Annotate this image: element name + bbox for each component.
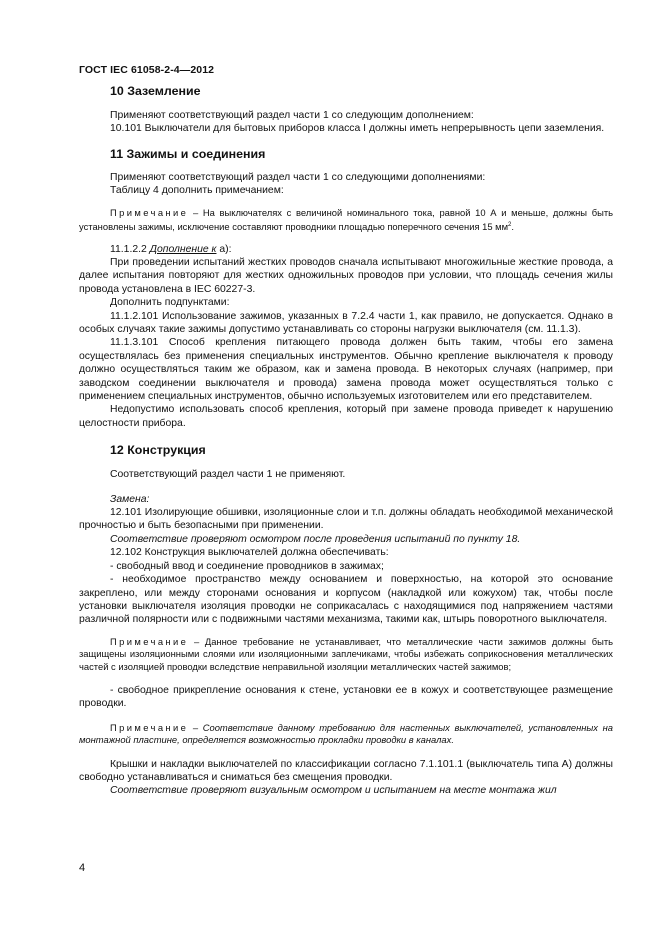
- section-11-title: 11 Зажимы и соединения: [110, 146, 266, 161]
- note-sup: 2: [508, 222, 512, 229]
- sec12-para-5: 12.102 Конструкция выключателей должна обеспечивать:: [110, 547, 389, 559]
- section-10-title: 10 Заземление: [110, 84, 201, 98]
- note-label: Примечание: [110, 206, 189, 218]
- sec12-para-2: Замена:: [110, 493, 150, 505]
- sec12-para-8: - свободное прикрепление основания к стене, установки ее в кожух и соответствующее размещение проводки.: [79, 684, 613, 710]
- clause-number: 11.1.2.2: [110, 243, 150, 255]
- note-text: – Соответствие данному требованию для настенных выключателей, установленных на монтажной пластине, определяется возможностью прокладки проводки в каналах.: [79, 721, 613, 746]
- sec11-para-3: [79, 243, 613, 256]
- sec12-para-3: 12.101 Изолирующие обшивки, изоляционные слои и т.п. должны обладать необходимой механической прочностью и быть безопасными при применении.: [79, 507, 613, 532]
- sec10-para-2: 10.101 Выключатели для бытовых приборов класса I должны иметь непрерывность цепи заземления.: [110, 123, 605, 135]
- sec10-para-1: Применяют соответствующий раздел части 1 со следующим дополнением:: [110, 110, 474, 121]
- clause-suffix: а):: [216, 243, 232, 255]
- note-text: – На выключателях с величиной номинального тока, равной 10 А и меньше, должны быть установлены зажимы, исключение составляют проводники площадью поперечного сечения 15 мм: [79, 206, 613, 233]
- sec12-para-9: Крышки и накладки выключателей по классификации согласно 7.1.101.1 (выключатель типа А) должны свободно устанавливаться и сниматься без смещения проводки.: [79, 758, 613, 783]
- note-label: Примечание: [110, 721, 189, 733]
- sec11-para-7: 11.1.3.101 Способ крепления питающего провода должен быть таким, чтобы его замена осуществлялась без применения специальных инструментов. Обычно крепление выключателя к проводу должно осуществляться таким же образом, как и замена провода. В некоторых случаях (например, при заводском соединении выключателя и провода) замена провода может осуществляться только с применением специальных инструментов, обычно используемых изготовителем или его представителем.: [79, 337, 613, 403]
- note-label: Примечание: [110, 635, 189, 647]
- sec11-para-8: Недопустимо использовать способ крепления, который при замене провода приведет к нарушению целостности прибора.: [79, 404, 613, 429]
- sec11-para-1: Применяют соответствующий раздел части 1 со следующими дополнениями:: [110, 171, 486, 183]
- sec12-para-1: Соответствующий раздел части 1 не применяют.: [110, 469, 346, 481]
- sec12-para-4: Соответствие проверяют осмотром после проведения испытаний по пункту 18.: [110, 533, 521, 545]
- note-text: – Данное требование не устанавливает, что металлические части зажимов должны быть защищены изоляционными слоями или изоляционными заплечиками, чтобы избежать соприкосновения металлических частей с изоляцией проводки вследствие неправильной изоляции металлических частей зажимов;: [79, 635, 613, 672]
- note-end: .: [511, 221, 514, 233]
- sec12-para-7: - необходимое пространство между основанием и поверхностью, на которой это основание закреплено, или между сторонами основания и корпусом (накладкой или кожухом) так, чтобы после установки выключателя изоляция проводки не соприкасалась с находящимися под напряжением частями различной полярности или с подвижными частями механизма, такими как, штырь поворотного выключателя.: [79, 574, 613, 626]
- sec12-note-2: [79, 722, 613, 747]
- sec11-para-2: Таблицу 4 дополнить примечанием:: [110, 185, 284, 197]
- sec11-para-4: При проведении испытаний жестких проводов сначала испытывают многожильные жесткие провода, а далее испытания повторяют для жестких одножильных проводов при условии, что площадь сечения жилы провода установлена в IEC 60227-3.: [79, 256, 613, 295]
- section-12-title: 12 Конструкция: [110, 443, 206, 458]
- sec12-para-10: Соответствие проверяют визуальным осмотром и испытанием на месте монтажа жил: [110, 785, 557, 797]
- sec12-para-6: - свободный ввод и соединение проводников в зажимах;: [110, 560, 384, 572]
- clause-addition: Дополнение к: [149, 243, 217, 255]
- sec12-note-1: [79, 636, 613, 673]
- sec11-para-5: Дополнить подпунктами:: [110, 297, 230, 309]
- sec11-note: [79, 207, 613, 234]
- document-body: [79, 81, 613, 798]
- page-number: 4: [79, 862, 86, 874]
- document-header: ГОСТ IEC 61058-2-4—2012: [79, 64, 215, 76]
- sec11-para-6: 11.1.2.101 Использование зажимов, указанных в 7.2.4 части 1, как правило, не допускается. Однако в особых случаях такие зажимы допустимо устанавливать со стороны нагрузки выключателя (см. 11.1.3).: [79, 310, 613, 335]
